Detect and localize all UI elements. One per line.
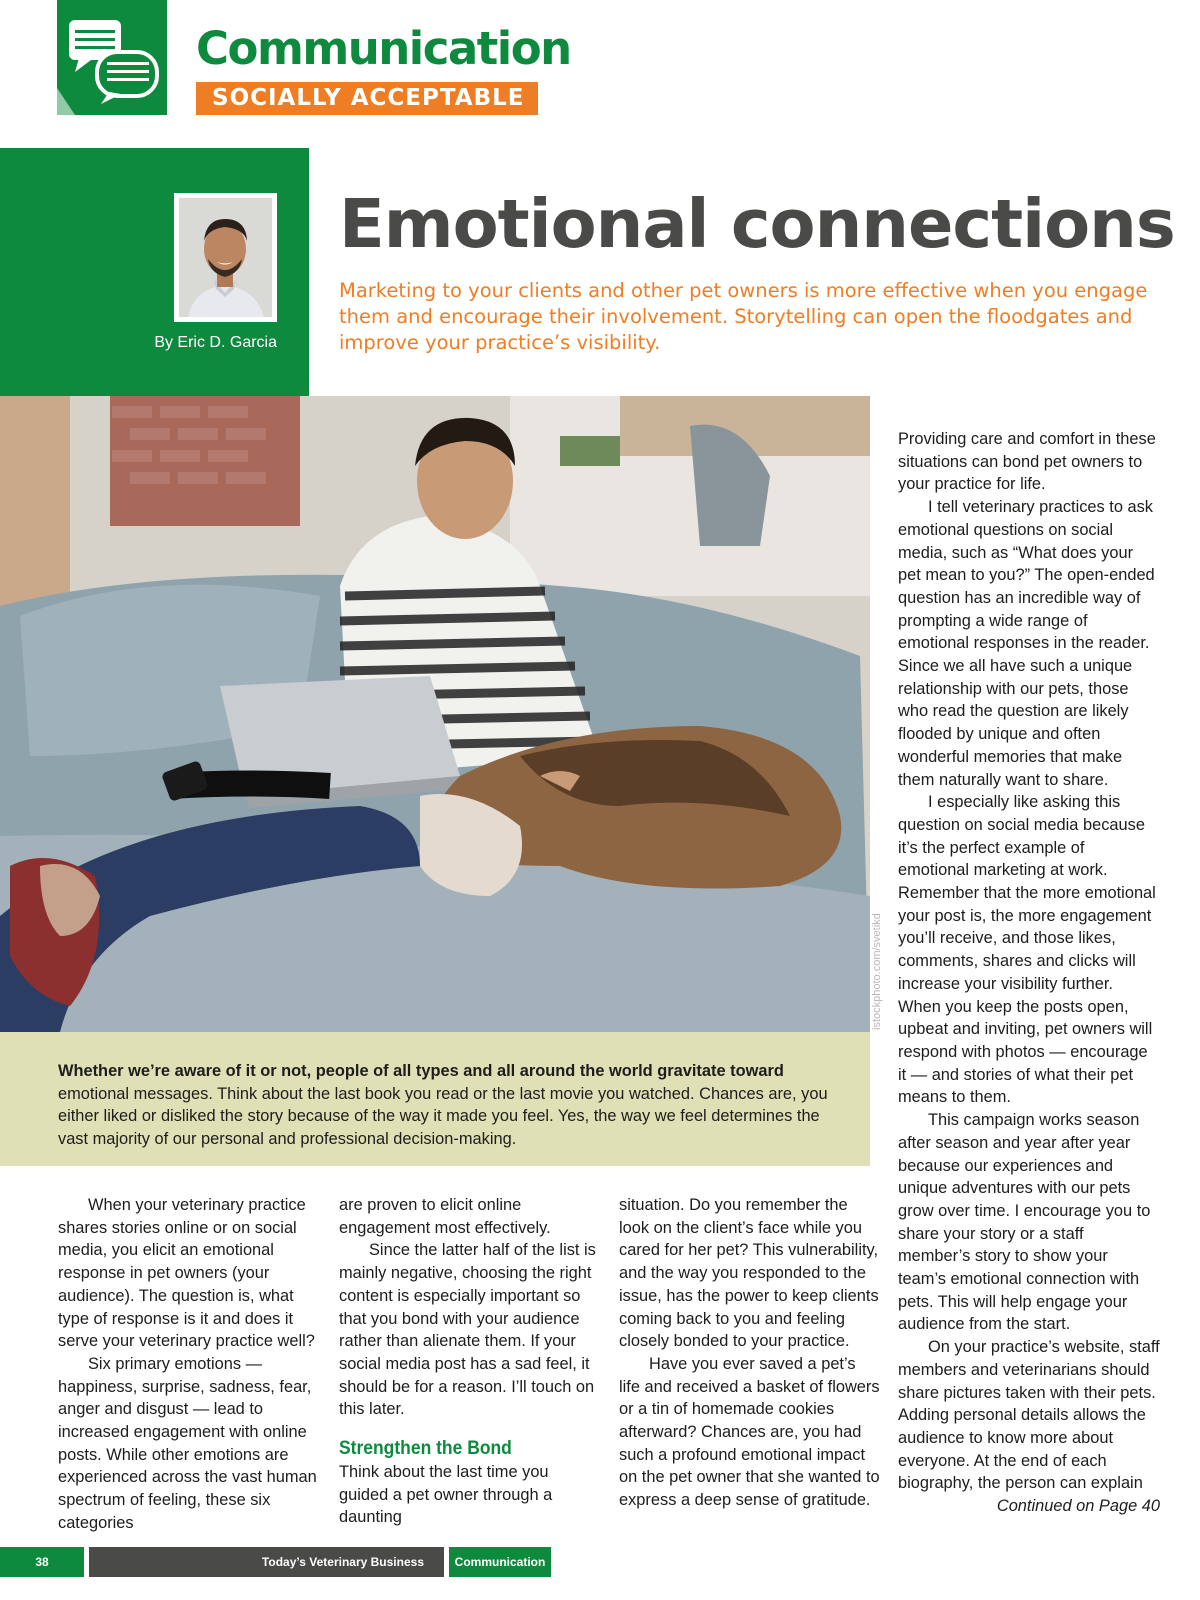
paragraph: are proven to elicit online engagement most effectively. xyxy=(339,1196,551,1237)
speech-bubbles-icon xyxy=(57,0,167,115)
paragraph: I tell veterinary practices to ask emotional questions on social media, such as “What does your pet mean to you?” The open-ended question has an incredible way of prompting a wide range of emotional responses in the reader. Since we all have such a unique relationship with our pets, those who read the question are likely flooded by unique and often wonderful memories that make them naturally want to share. xyxy=(898,498,1155,789)
pullquote-body: emotional messages. Think about the last book you read or the last movie you watched. Chances are, you either liked or disliked the story because of the way it made you feel. Yes, the way we feel determines the vast majority of our personal and professional decision-making. xyxy=(58,1084,828,1149)
hero-photo xyxy=(0,396,870,1032)
paragraph: Think about the last time you guided a pet owner through a daunting xyxy=(339,1463,553,1527)
section-icon-block xyxy=(57,0,167,115)
subhead: Strengthen the Bond xyxy=(339,1438,512,1460)
section-title: Communication xyxy=(196,22,571,75)
author-byline: By Eric D. Garcia xyxy=(154,334,277,351)
paragraph: This campaign works season after season and year after year because our experiences and unique adventures with our pets grow over time. I encourage you to share your story or a staff member’s story to show your team’s emotional connection with pets. This will help engage your audience from the start. xyxy=(898,1111,1151,1334)
column-3 xyxy=(619,1194,881,1512)
paragraph: I especially like asking this question on social media because it’s the perfect example of emotional marketing at work. Remember that the more emotional your post is, the more engagement you’ll receive, and those likes, comments, shares and clicks will increase your visibility further. When you keep the posts open, upbeat and inviting, pet owners will respond with photos — encourage it — and stories of what their pet means to them. xyxy=(898,793,1156,1107)
paragraph: situation. Do you remember the look on the client’s face while you cared for her pet? This vulnerability, and the way you responded to the issue, has the power to keep clients coming back to you and feeling closely bonded to your practice. xyxy=(619,1196,879,1351)
column-4 xyxy=(898,428,1160,1518)
paragraph: Six primary emotions — happiness, surprise, sadness, fear, anger and disgust — lead to increased engagement with online posts. While other emotions are experienced across the vast human spectrum of feeling, these six categories xyxy=(58,1354,317,1532)
article-deck: Marketing to your clients and other pet owners is more effective when you engage them and encourage their involvement. Storytelling can open the floodgates and improve your practice’s visibility. xyxy=(339,279,1148,354)
paragraph: When your veterinary practice shares stories online or on social media, you elicit an emotional response in pet owners (your audience). The question is, what type of response is it and does it serve your veterinary practice well? xyxy=(58,1196,315,1351)
page-number: 38 xyxy=(0,1547,84,1577)
magazine-name: Today’s Veterinary Business xyxy=(89,1547,444,1577)
author-photo xyxy=(174,193,277,322)
footer-section: Communication xyxy=(449,1547,551,1577)
article-headline: Emotional connections xyxy=(339,185,1175,263)
continued-note: Continued on Page 40 xyxy=(996,1497,1160,1516)
pullquote xyxy=(58,1060,848,1151)
paragraph: Have you ever saved a pet’s life and received a basket of flowers or a tin of homemade cookies afterward? Chances are, you had such a profound emotional impact on the pet owner that she wanted to express a deep sense of gratitude. xyxy=(619,1354,880,1510)
paragraph: On your practice’s website, staff members and veterinarians should share pictures taken with their pets. Adding personal details allows the audience to know more about everyone. At the end of each biography, the person can explain xyxy=(898,1338,1160,1493)
paragraph: Providing care and comfort in these situations can bond pet owners to your practice for life. xyxy=(898,430,1156,494)
section-subtitle: SOCIALLY ACCEPTABLE xyxy=(196,82,538,115)
column-2 xyxy=(339,1194,601,1529)
column-1 xyxy=(58,1194,320,1535)
pullquote-lead: Whether we’re aware of it or not, people of all types and all around the world gravitate toward xyxy=(58,1062,784,1080)
photo-credit: istockphoto.com/svetikd xyxy=(871,913,883,1030)
paragraph: Since the latter half of the list is mainly negative, choosing the right content is especially important so that you bond with your audience rather than alienate them. If your social media post has a sad feel, it should be for a reason. I’ll touch on this later. xyxy=(339,1241,596,1419)
